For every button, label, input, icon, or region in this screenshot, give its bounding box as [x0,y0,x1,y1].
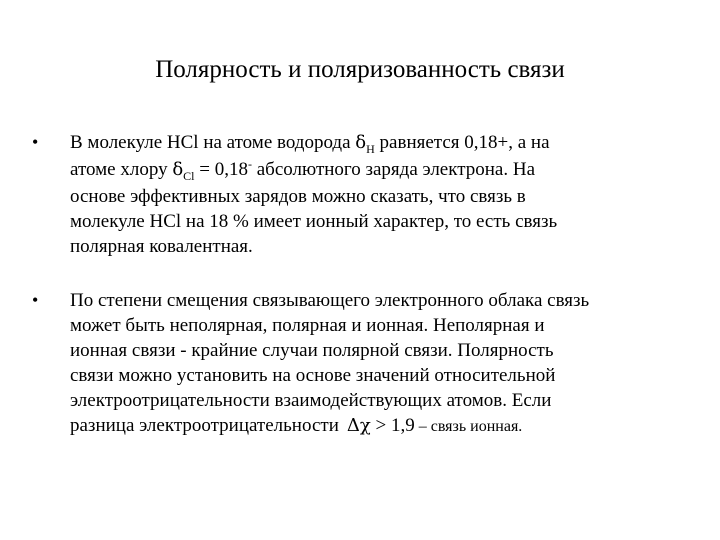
bullet-item-1 [32,130,692,259]
bullet-2-line-1: По степени смещения связывающего электронного облака связь [70,290,590,311]
bullet-item-2 [32,288,692,439]
bullet-1-line-2 [70,157,692,184]
text-segment: – связь ионная. [414,418,523,435]
delta-chi-symbol: Δχ [346,415,371,436]
bullet-1-line-1 [70,130,692,157]
bullet-2-line-6 [70,413,692,439]
bullet-dot-icon: • [32,290,39,310]
bullet-1-line-5: полярная ковалентная. [70,236,253,257]
bullet-2-line-3: ионная связи - крайние случаи полярной связи. Полярность [70,340,554,361]
slide-title: Полярность и поляризованность связи [155,56,565,83]
bullet-2-line-5: электроотрицательности взаимодействующих атомов. Если [70,390,552,411]
text-segment: равняется 0,18+, а на [374,132,550,153]
text-segment: разница электроотрицательности [70,415,339,436]
text-segment: абсолютного заряда электрона. На [251,159,536,180]
bullet-dot-icon: • [32,132,39,152]
delta-symbol: δ [172,159,184,180]
text-segment: > 1,9 [370,415,415,436]
bullet-1-line-4: молекуле HCl на 18 % имеет ионный характер, то есть связь [70,211,558,232]
subscript-h: H [366,142,375,156]
delta-symbol: δ [355,132,367,153]
bullet-1-line-3: основе эффективных зарядов можно сказать, что связь в [70,186,526,207]
bullet-2-line-4: связи можно установить на основе значений относительной [70,365,556,386]
subscript-cl: Cl [183,169,195,183]
text-segment: В молекуле HCl на атоме водорода [70,132,356,153]
bullet-2-line-2: может быть неполярная, полярная и ионная. Неполярная и [70,315,545,336]
superscript-minus: - [247,157,252,171]
text-segment: = 0,18 [194,159,248,180]
text-segment: атоме хлору [70,159,173,180]
